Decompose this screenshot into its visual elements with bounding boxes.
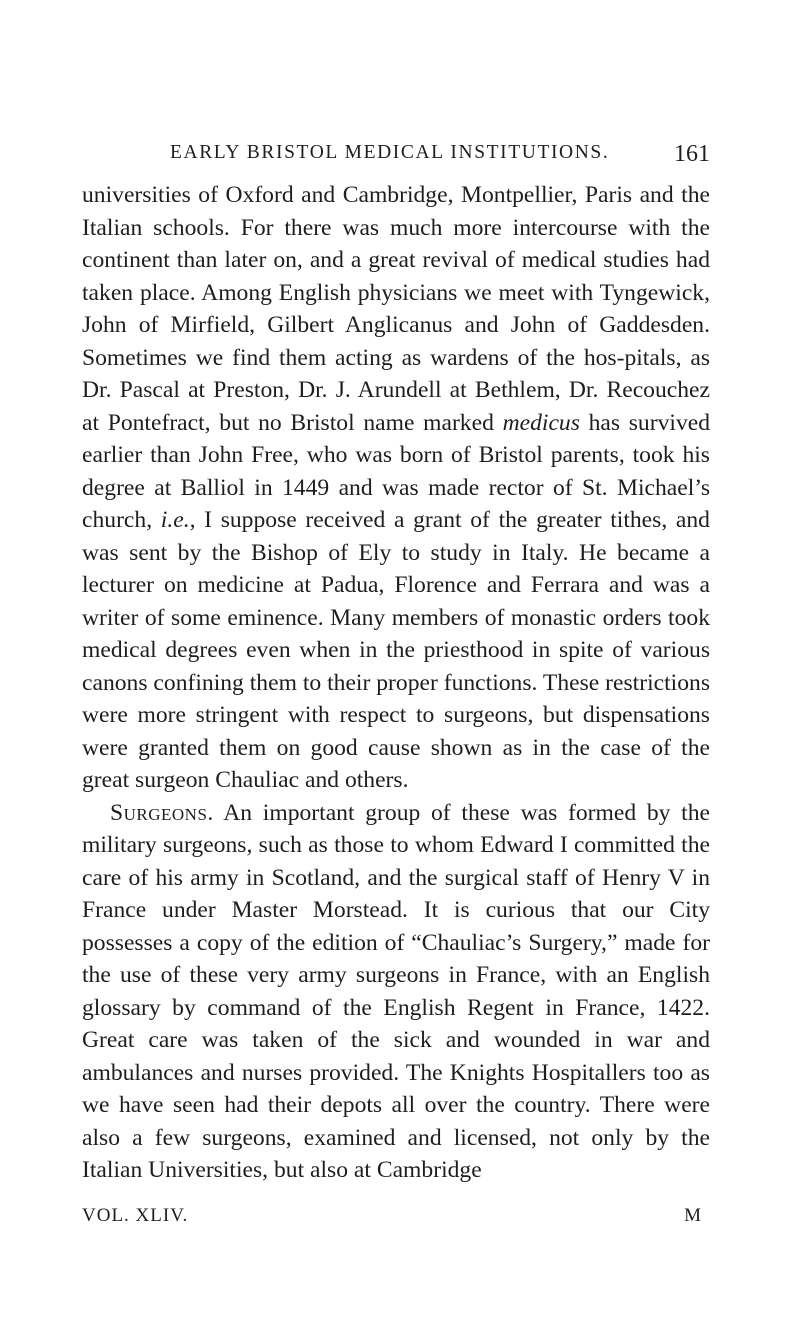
footer xyxy=(82,1205,702,1231)
volume-label: VOL. XLIV. xyxy=(82,1205,189,1226)
section-heading-surgeons: Surgeons. xyxy=(110,799,214,826)
italic-ie: i.e., xyxy=(160,507,196,533)
paragraph-1 xyxy=(82,179,710,797)
paragraph-1-part-a: universities of Oxford and Cambridge, Montpellier, Paris and the Italian schools. For there was much more intercourse with the continent than later on, and a great revival of medical studies had taken place. Among English physicians we meet with Tyngewick, John of Mirfield, Gilbert Anglicanus and John of Gaddesden. Sometimes we find them acting as wardens of the hos-pitals, as Dr. Pascal at Preston, Dr. J. Arundell at Bethlem, Dr. Recouchez at Pontefract, but no Bristol name marked xyxy=(82,182,710,436)
italic-medicus: medicus xyxy=(502,409,580,436)
page-number: 161 xyxy=(674,141,710,167)
running-head xyxy=(170,142,710,170)
signature-mark: M xyxy=(684,1205,702,1226)
body-text xyxy=(82,179,710,1187)
paragraph-2 xyxy=(82,797,710,1187)
paragraph-1-part-b: has survived earlier than John Free, who was born of Bristol parents, took his degree at Balliol in 1449 and was made rector of St. Michael’s church, xyxy=(82,409,711,533)
paragraph-1-part-c: I suppose received a grant of the greater tithes, and was sent by the Bishop of Ely to study in Italy. He became a lecturer on medicine at Padua, Florence and Ferrara and was a writer of some eminence. Many members of monastic orders took medical degrees even when in the priesthood in spite of various canons confining them to their proper functions. These restrictions were more stringent with respect to surgeons, but dispensations were granted them on good cause shown as in the case of the great surgeon Chauliac and others. xyxy=(82,507,710,793)
running-title: EARLY BRISTOL MEDICAL INSTITUTIONS. xyxy=(170,142,610,163)
paragraph-2-text: An important group of these was formed by the military surgeons, such as those to whom Edward I committed the care of his army in Scotland, and the surgical staff of Henry V in France under Master Morstead. It is curious that our City possesses a copy of the edition of “Chauliac’s Surgery,” made for the use of these very army surgeons in France, with an English glossary by command of the English Regent in France, 1422. Great care was taken of the sick and wounded in war and ambulances and nurses provided. The Knights Hospitallers too as we have seen had their depots all over the country. There were also a few surgeons, examined and licensed, not only by the Italian Universities, but also at Cambridge xyxy=(82,799,710,1183)
